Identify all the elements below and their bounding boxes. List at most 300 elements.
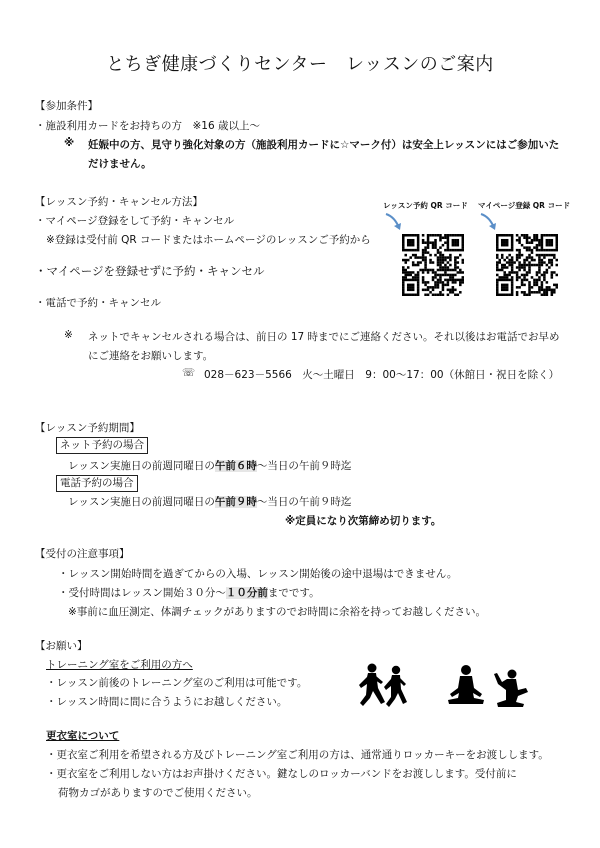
qr-module [518,261,521,264]
qr-module [496,294,499,296]
qr-module [546,239,549,242]
qr-module [546,234,549,237]
qr-module [427,251,430,254]
qr-module [412,284,415,287]
qr-module [528,266,531,269]
qr-module [422,279,425,282]
qr-module [523,266,526,269]
qr-module [452,281,455,284]
cancel-note-line2: にご連絡をお願いします。 [88,350,214,362]
qr-module [439,279,442,282]
qr-module [442,236,445,239]
qr-module [541,236,544,239]
qr-module [434,241,437,244]
qr-module [419,261,422,264]
qr-module [518,264,521,267]
qr-module [503,289,506,292]
qr-module [439,264,442,267]
qr-module [417,294,420,296]
conditions-heading: 【参加条件】 [35,100,98,112]
qr-module [521,264,524,267]
qr-module [412,276,415,279]
qr-module [452,276,455,279]
qr-module [402,291,405,294]
qr-module [496,291,499,294]
qr-module [462,281,464,284]
qr-module [528,254,531,257]
qr-module [496,244,499,247]
qr-module [427,289,430,292]
qr-module [454,234,457,237]
qr-module [404,271,407,274]
qr-module [439,291,442,294]
reservation-heading: 【レッスン予約・キャンセル方法】 [35,196,203,208]
qr-module [528,271,531,274]
qr-module [546,249,549,252]
qr-module [402,269,405,272]
qr-module [424,246,427,249]
reception-line3: ※事前に血圧測定、体調チェックがありますのでお時間に余裕を持ってお越しください。 [68,606,486,618]
qr-module [528,241,531,244]
qr-module [442,261,445,264]
qr-module [452,234,455,237]
qr-module [503,234,506,237]
qr-module [404,234,407,237]
qr-module [516,259,519,262]
qr-module [543,274,546,277]
qr-module [551,234,554,237]
qr-module [546,286,549,289]
qr-module [422,276,425,279]
qr-module [449,291,452,294]
qr-module [459,234,462,237]
qr-module [422,269,425,272]
qr-module [449,269,452,272]
qr-module [536,291,539,294]
qr-module [518,254,521,257]
qr-module [427,281,430,284]
qr-module [496,239,499,242]
qr-module [536,274,539,277]
qr-module [454,249,457,252]
qr-module [541,241,544,244]
qr-module [548,286,551,289]
qr-module [407,234,410,237]
qr-module [506,241,509,244]
qr-module [501,286,504,289]
qr-module [407,279,410,282]
qr-module [417,236,420,239]
qr-module [462,259,464,262]
qr-module [434,271,437,274]
training-room-title: トレーニング室をご利用の方へ [46,659,193,671]
qr-module [409,279,412,282]
qr-module [516,294,519,296]
qr-module [444,264,447,267]
qr-module [462,246,464,249]
qr-module [454,239,457,242]
qr-module [437,264,440,267]
qr-module [414,264,417,267]
qr-module [409,271,412,274]
qr-module [541,234,544,237]
qr-module [422,256,425,259]
qr-module [551,289,554,292]
qr-module [503,274,506,277]
qr-module [541,254,544,257]
qr-module [432,294,435,296]
qr-module [498,234,501,237]
capacity-note: ※定員になり次第締め切ります。 [285,515,442,527]
qr-module [449,249,452,252]
qr-module [422,249,425,252]
qr-module [526,279,529,282]
qr-module [417,244,420,247]
qr-module [553,256,556,259]
qr-module [409,234,412,237]
qr-module [424,294,427,296]
qr-module [511,271,514,274]
qr-module [444,271,447,274]
qr-module [536,236,539,239]
qr-module [546,289,549,292]
qr-module [409,249,412,252]
qr-module [407,289,410,292]
qr-module [412,254,415,257]
qr-module [523,246,526,249]
qr-module [553,249,556,252]
qr-module [454,279,457,282]
qr-module [454,281,457,284]
qr-module [536,239,539,242]
qr-module [496,234,499,237]
qr-module [437,281,440,284]
qr-module [541,244,544,247]
qr-module [434,246,437,249]
qr-module [511,294,514,296]
qr-module [541,246,544,249]
qr-module [551,276,554,279]
qr-module [437,234,440,237]
qr-module [457,271,460,274]
qr-module [442,244,445,247]
qr-module [419,269,422,272]
qr-module [553,289,556,292]
qr-module [424,284,427,287]
qr-module [506,256,509,259]
qr-module [526,256,529,259]
qr-module [414,249,417,252]
qr-module [538,266,541,269]
qr-module [407,259,410,262]
qr-module [523,294,526,296]
qr-module [417,274,420,277]
qr-module [412,289,415,292]
qr-module [437,284,440,287]
qr-module [551,264,554,267]
qr-module [543,271,546,274]
qr-module [427,286,430,289]
qr-module [538,286,541,289]
qr-module [444,274,447,277]
qr-module [404,294,407,296]
qr-module [417,281,420,284]
qr-module [444,249,447,252]
qr-module [541,289,544,292]
qr-module [551,259,554,262]
qr-module [424,266,427,269]
qr-module [434,274,437,277]
qr-module [501,276,504,279]
qr-module [449,264,452,267]
qr-module [447,244,450,247]
qr-module [462,271,464,274]
qr-module [412,294,415,296]
qr-module [516,276,519,279]
qr-module [422,259,425,262]
qr-module [409,244,412,247]
qr-module [511,269,514,272]
qr-module [437,249,440,252]
qr-module [417,286,420,289]
qr-module [536,234,539,237]
qr-module [541,264,544,267]
qr-module [422,271,425,274]
qr-module [556,264,558,267]
qr-module [449,259,452,262]
qr-module [432,244,435,247]
qr-module [548,244,551,247]
qr-module [543,261,546,264]
qr-module [414,276,417,279]
qr-module [506,249,509,252]
qr-module [528,289,531,292]
qr-module [516,256,519,259]
qr-module [424,281,427,284]
tel-reservation-label: 電話予約の場合 [56,475,138,492]
qr-module [457,266,460,269]
qr-module [437,279,440,282]
qr-module [437,251,440,254]
qr-module [511,289,514,292]
qr-module [543,249,546,252]
qr-module [511,244,514,247]
qr-module [538,279,541,282]
lesson-reservation-qr-code[interactable] [402,234,464,296]
qr-module [454,294,457,296]
qr-module [531,259,534,262]
qr-module [511,281,514,284]
qr-module [533,236,536,239]
qr-module [409,274,412,277]
qr-module [556,241,558,244]
qr-module [526,239,529,242]
qr-module [528,294,531,296]
qr-module [538,269,541,272]
qr-module [503,294,506,296]
qr-module [462,234,464,237]
qr-module [404,261,407,264]
qr-module [417,284,420,287]
qr-module [447,256,450,259]
qr-module [538,254,541,257]
qr-module [432,261,435,264]
qr-module [501,256,504,259]
qr-module [496,249,499,252]
qr-module [459,249,462,252]
qr-module [424,256,427,259]
qr-module [516,271,519,274]
qr-module [543,294,546,296]
qr-module [506,279,509,282]
qr-module [496,241,499,244]
qr-module [528,256,531,259]
qr-module [402,284,405,287]
qr-module [432,234,435,237]
qr-module [533,259,536,262]
qr-module [521,291,524,294]
qr-module [414,256,417,259]
qr-module [501,279,504,282]
qr-module [439,261,442,264]
reservation-mypage-item: ・マイページ登録をして予約・キャンセル [35,215,235,227]
qr-module [412,239,415,242]
qr-module [417,239,420,242]
qr-module [556,236,558,239]
tel-reservation-period: レッスン実施日の前週同曜日の午前９時～当日の午前９時迄 [68,496,352,508]
qr-module [553,284,556,287]
meditation-silhouette-icon [446,664,486,708]
qr-module [434,294,437,296]
qr-module [496,274,499,277]
qr-module [424,289,427,292]
qr-module [508,294,511,296]
qr-module [427,241,430,244]
qr-module [402,281,405,284]
qr-module [546,241,549,244]
qr-module [503,276,506,279]
qr-module [434,286,437,289]
qr-module [538,264,541,267]
qr-module [511,261,514,264]
qr-module [508,271,511,274]
qr-module [439,294,442,296]
qr-module [449,254,452,257]
qr-module [521,254,524,257]
qr-module [449,289,452,292]
qr-module [518,239,521,242]
qr-module [541,261,544,264]
mypage-registration-qr-code[interactable] [496,234,558,296]
qr-module [538,239,541,242]
qr-module [429,286,432,289]
qr-module [402,239,405,242]
qr-module [501,289,504,292]
qr-module [454,274,457,277]
qr-module [496,246,499,249]
qr-module [508,249,511,252]
qr-module [538,289,541,292]
qr-module [511,239,514,242]
qr-module [409,289,412,292]
qr-module [511,234,514,237]
qr-module [429,259,432,262]
qr-module [553,271,556,274]
qr-module [526,249,529,252]
qr-module [429,291,432,294]
qr-module [521,234,524,237]
qr-module [548,239,551,242]
qr-module [404,254,407,257]
qr-module [409,239,412,242]
qr-module [412,249,415,252]
net-reservation-label: ネット予約の場合 [56,437,148,454]
qr-module [543,276,546,279]
qr-module [533,291,536,294]
qr-module [412,261,415,264]
qr-module [548,234,551,237]
qr-module [447,246,450,249]
qr-module [496,236,499,239]
qr-module [439,246,442,249]
qr-module [503,279,506,282]
qr-module [526,259,529,262]
qr-module [412,244,415,247]
qr-module [548,259,551,262]
qr-module [417,246,420,249]
qr-module [511,246,514,249]
qr-module [457,256,460,259]
qr-module [518,236,521,239]
qr-module [543,291,546,294]
qr-module [452,249,455,252]
qr-module [511,279,514,282]
qr-module [541,284,544,287]
qr-module [541,274,544,277]
qr-module [498,276,501,279]
qr-module [429,261,432,264]
qr-module [454,264,457,267]
qr-module [506,234,509,237]
qr-module [402,234,405,237]
qr-module [498,261,501,264]
qr-module [422,241,425,244]
arrow-down-icon [478,211,500,233]
qr-module [427,246,430,249]
qr-module [548,266,551,269]
qr-module [442,284,445,287]
conditions-note-line1: 妊娠中の方、見守り強化対象の方（施設利用カードに☆マーク付）は安全上レッスンにはご参加いた [88,139,560,151]
qr-module [412,264,415,267]
qr-module [538,276,541,279]
qr-module [523,259,526,262]
qr-module [536,271,539,274]
page-title: とちぎ健康づくりセンター レッスンのご案内 [106,54,494,75]
qr-module [538,256,541,259]
qr-module [427,236,430,239]
qr-module [551,239,554,242]
qr-module [452,241,455,244]
qr-module [447,281,450,284]
qr-module [556,286,558,289]
qr-module [402,266,405,269]
qr-module [528,269,531,272]
qr-module [452,274,455,277]
qr-module [523,261,526,264]
qr-module [439,276,442,279]
qr-module [402,276,405,279]
qr-module [533,281,536,284]
